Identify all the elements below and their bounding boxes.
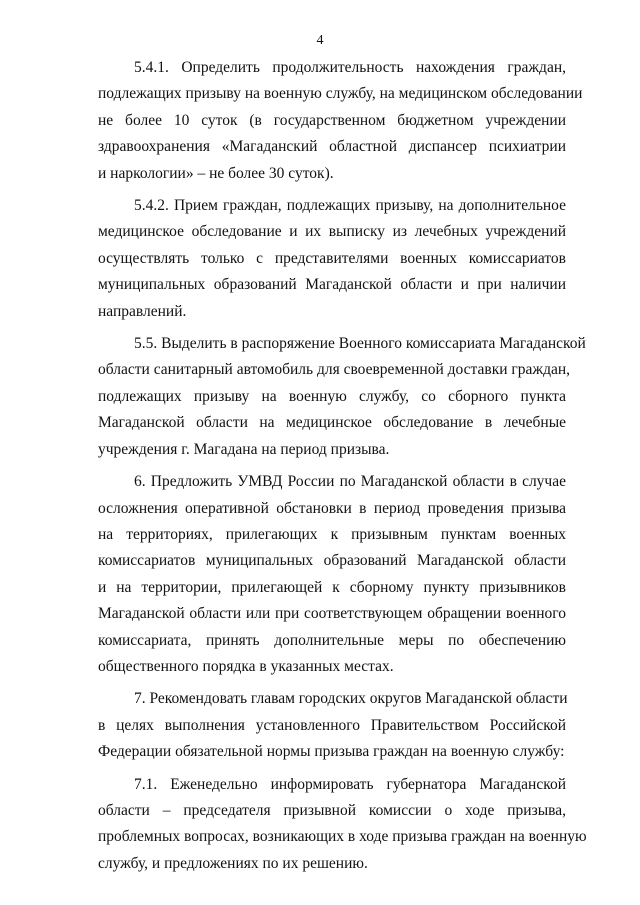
text-line: 7. Рекомендовать главам городских округов Магаданской области (134, 690, 568, 708)
text-line: общественного порядка в указанных местах. (98, 657, 394, 675)
paragraph-5-4-1 (98, 55, 583, 187)
text-line: 5.4.1. Определить продолжительность нахождения граждан, (134, 59, 566, 76)
text-line: учреждения г. Магадана на период призыва. (98, 440, 390, 458)
text-line: комиссариатов муниципальных образований Магаданской области (98, 552, 566, 570)
text-line: Магаданской области или при соответствующем обращении военного (98, 605, 566, 623)
paragraph-5-5 (98, 331, 586, 463)
text-line: Магаданской области на медицинское обследование в лечебные (98, 414, 566, 432)
text-line: проблемных вопросах, возникающих в ходе призыва граждан на военную (98, 828, 587, 846)
text-line: области санитарный автомобиль для своевременной доставки граждан, (98, 361, 571, 379)
text-line: осуществлять только с представителями военных комиссариатов (98, 249, 566, 267)
text-line: комиссариата, принять дополнительные меры по обеспечению (98, 631, 566, 649)
text-line: службу, и предложениях по их решению. (98, 854, 368, 872)
text-line: области – председателя призывной комиссии о ходе призыва, (98, 801, 566, 819)
text-line: не более 10 суток (в государственном бюджетном учреждении (98, 111, 566, 129)
text-line: на территориях, прилегающих к призывным пунктам военных (98, 525, 566, 543)
text-line: 5.5. Выделить в распоряжение Военного комиссариата Магаданской (134, 335, 586, 353)
paragraph-6 (98, 469, 566, 680)
text-line: здравоохранения «Магаданский областной диспансер психиатрии (98, 138, 566, 156)
text-line: муниципальных образований Магаданской области и при наличии (98, 276, 566, 294)
text-line: и на территории, прилегающей к сборному пункту призывников (98, 578, 566, 596)
text-line: 6. Предложить УМВД России по Магаданской области в случае (134, 473, 566, 491)
text-line: медицинское обследование и их выписку из лечебных учреждений (98, 223, 566, 241)
page-number: 4 (316, 33, 324, 48)
text-line: 7.1. Еженедельно информировать губернатора Магаданской (134, 775, 566, 793)
text-line: подлежащих призыву на военную службу, на медицинском обследовании (98, 85, 583, 103)
paragraph-7 (98, 686, 566, 765)
paragraph-5-4-2 (98, 193, 566, 325)
document-body (98, 55, 587, 883)
text-line: и наркологии» – не более 30 суток). (98, 164, 334, 182)
text-line: Федерации обязательной нормы призыва граждан на военную службу: (98, 743, 565, 761)
text-line: 5.4.2. Прием граждан, подлежащих призыву, на дополнительное (134, 197, 566, 215)
text-line: в целях выполнения установленного Правительством Российской (98, 716, 566, 734)
text-line: направлений. (98, 302, 187, 320)
text-line: подлежащих призыву на военную службу, со сборного пункта (98, 387, 566, 405)
text-line: осложнения оперативной обстановки в период проведения призыва (98, 499, 566, 517)
paragraph-7-1 (98, 772, 587, 878)
